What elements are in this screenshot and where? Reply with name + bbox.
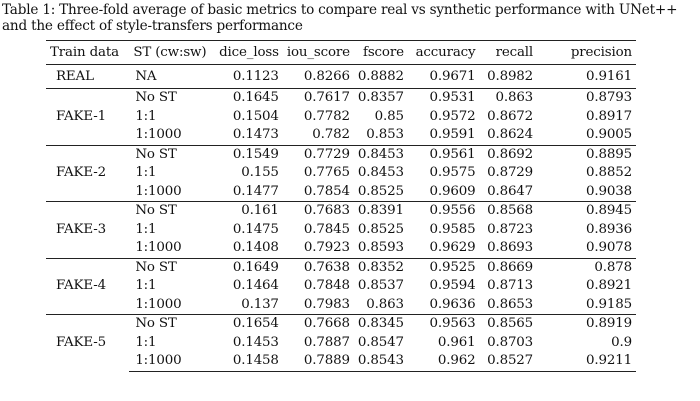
value-cell: 0.878 bbox=[537, 258, 636, 277]
st-cell: 1:1000 bbox=[135, 183, 182, 199]
value-cell: 0.7765 bbox=[303, 165, 350, 180]
value-cell: 0.1458 bbox=[215, 352, 283, 371]
table-row bbox=[46, 352, 636, 371]
value-cell: 0.8653 bbox=[487, 296, 534, 312]
value-cell: 0.8713 bbox=[487, 278, 534, 293]
table-row bbox=[46, 258, 636, 277]
value-cell: 0.9078 bbox=[586, 240, 632, 255]
header-dice-loss: dice_loss bbox=[215, 41, 283, 65]
value-cell: 0.8391 bbox=[354, 202, 408, 221]
value-cell: 0.8537 bbox=[357, 278, 404, 293]
st-cell: 1:1000 bbox=[129, 352, 215, 371]
value-cell: 0.8453 bbox=[357, 165, 404, 180]
value-cell: 0.7782 bbox=[303, 108, 350, 124]
value-cell: 0.8593 bbox=[357, 240, 404, 255]
table-row bbox=[46, 334, 636, 353]
table-row bbox=[46, 296, 636, 315]
value-cell: 0.8692 bbox=[479, 145, 537, 164]
value-cell: 0.1123 bbox=[232, 69, 279, 84]
table-row bbox=[46, 126, 636, 145]
st-cell: No ST bbox=[129, 315, 215, 334]
value-cell: 0.1654 bbox=[215, 315, 283, 334]
value-cell: 0.8723 bbox=[487, 221, 534, 237]
value-cell: 0.8527 bbox=[479, 352, 537, 371]
header-iou-score: iou_score bbox=[283, 41, 354, 65]
value-cell: 0.8568 bbox=[479, 202, 537, 221]
value-cell: 0.8882 bbox=[357, 69, 404, 84]
table-row bbox=[46, 164, 636, 183]
value-cell: 0.8543 bbox=[354, 352, 408, 371]
value-cell: 0.9005 bbox=[586, 127, 632, 142]
value-cell: 0.9575 bbox=[429, 165, 476, 180]
value-cell: 0.1453 bbox=[232, 334, 279, 350]
value-cell: 0.8917 bbox=[586, 108, 632, 124]
value-cell: 0.863 bbox=[366, 296, 404, 312]
table-row bbox=[46, 315, 636, 334]
value-cell: 0.8852 bbox=[586, 165, 632, 180]
value-cell: 0.9525 bbox=[408, 258, 480, 277]
table-row bbox=[46, 277, 636, 296]
table-row bbox=[46, 239, 636, 258]
value-cell: 0.8453 bbox=[354, 145, 408, 164]
value-cell: 0.1649 bbox=[215, 258, 283, 277]
st-cell: 1:1 bbox=[135, 334, 157, 350]
value-cell: 0.7887 bbox=[303, 334, 350, 350]
value-cell: 0.137 bbox=[241, 296, 279, 312]
value-cell: 0.7617 bbox=[283, 89, 354, 108]
value-cell: 0.9594 bbox=[429, 278, 476, 293]
value-cell: 0.85 bbox=[374, 108, 404, 124]
metrics-table bbox=[46, 40, 636, 372]
value-cell: 0.1408 bbox=[232, 240, 279, 255]
table-row bbox=[46, 108, 636, 127]
value-cell: 0.9 bbox=[611, 334, 632, 350]
value-cell: 0.8982 bbox=[487, 69, 534, 84]
header-accuracy: accuracy bbox=[408, 41, 480, 65]
st-cell: 1:1000 bbox=[135, 240, 182, 255]
value-cell: 0.7729 bbox=[283, 145, 354, 164]
value-cell: 0.7845 bbox=[303, 221, 350, 237]
st-cell: 1:1 bbox=[135, 165, 157, 180]
group-name-cell: FAKE-4 bbox=[46, 258, 129, 315]
value-cell: 0.9185 bbox=[586, 296, 632, 312]
st-cell: 1:1 bbox=[135, 278, 157, 293]
value-cell: 0.8352 bbox=[354, 258, 408, 277]
caption-text: Three-fold average of basic metrics to compare real vs synthetic performance with UNet++ and the effect of style-transfers performance bbox=[2, 2, 678, 34]
value-cell: 0.7923 bbox=[303, 240, 350, 255]
value-cell: 0.7854 bbox=[303, 183, 350, 199]
value-cell: 0.961 bbox=[437, 334, 476, 350]
train-data-cell: REAL bbox=[56, 69, 94, 84]
value-cell: 0.7638 bbox=[283, 258, 354, 277]
value-cell: 0.782 bbox=[312, 127, 350, 142]
value-cell: 0.8921 bbox=[586, 278, 632, 293]
header-fscore: fscore bbox=[354, 41, 408, 65]
value-cell: 0.8703 bbox=[487, 334, 534, 350]
value-cell: 0.8647 bbox=[487, 183, 534, 199]
value-cell: 0.7848 bbox=[303, 278, 350, 293]
header-row bbox=[46, 41, 636, 65]
header-st: ST (cw:sw) bbox=[129, 41, 215, 65]
value-cell: 0.9629 bbox=[429, 240, 476, 255]
st-cell: 1:1000 bbox=[135, 127, 182, 142]
value-cell: 0.8357 bbox=[354, 89, 408, 108]
group-fake-3 bbox=[46, 202, 636, 259]
table-row bbox=[46, 202, 636, 221]
value-cell: 0.8945 bbox=[537, 202, 636, 221]
real-section bbox=[46, 65, 636, 89]
table-row bbox=[46, 221, 636, 240]
group-name-cell: FAKE-3 bbox=[46, 202, 129, 259]
value-cell: 0.8547 bbox=[357, 334, 404, 350]
value-cell: 0.8525 bbox=[357, 183, 404, 199]
value-cell: 0.9211 bbox=[537, 352, 636, 371]
group-name-cell: FAKE-5 bbox=[46, 315, 129, 372]
value-cell: 0.9591 bbox=[429, 127, 476, 142]
value-cell: 0.7889 bbox=[283, 352, 354, 371]
group-name-cell: FAKE-2 bbox=[46, 145, 129, 202]
value-cell: 0.9161 bbox=[586, 69, 632, 84]
value-cell: 0.9561 bbox=[408, 145, 480, 164]
value-cell: 0.1549 bbox=[215, 145, 283, 164]
value-cell: 0.1473 bbox=[232, 127, 279, 142]
st-cell: 1:1 bbox=[135, 221, 157, 237]
table-row bbox=[46, 145, 636, 164]
value-cell: 0.8936 bbox=[586, 221, 632, 237]
value-cell: 0.8669 bbox=[479, 258, 537, 277]
value-cell: 0.9585 bbox=[429, 221, 476, 237]
table-caption bbox=[2, 2, 696, 34]
value-cell: 0.8693 bbox=[487, 240, 534, 255]
value-cell: 0.1645 bbox=[215, 89, 283, 108]
value-cell: 0.1504 bbox=[232, 108, 279, 124]
st-cell: No ST bbox=[129, 202, 215, 221]
caption-label: Table 1: bbox=[2, 2, 56, 18]
value-cell: 0.7668 bbox=[283, 315, 354, 334]
value-cell: 0.9556 bbox=[408, 202, 480, 221]
value-cell: 0.8525 bbox=[357, 221, 404, 237]
value-cell: 0.8565 bbox=[479, 315, 537, 334]
value-cell: 0.8895 bbox=[537, 145, 636, 164]
value-cell: 0.155 bbox=[241, 165, 279, 180]
table-row-real bbox=[46, 65, 636, 89]
table-row bbox=[46, 183, 636, 202]
group-fake-2 bbox=[46, 145, 636, 202]
st-cell: No ST bbox=[129, 89, 215, 108]
header-train-data: Train data bbox=[46, 41, 129, 65]
value-cell: 0.9671 bbox=[429, 69, 476, 84]
value-cell: 0.8919 bbox=[537, 315, 636, 334]
value-cell: 0.863 bbox=[479, 89, 537, 108]
header-recall: recall bbox=[479, 41, 537, 65]
value-cell: 0.962 bbox=[408, 352, 480, 371]
value-cell: 0.8266 bbox=[303, 69, 350, 84]
value-cell: 0.1464 bbox=[232, 278, 279, 293]
st-cell: No ST bbox=[129, 145, 215, 164]
value-cell: 0.161 bbox=[215, 202, 283, 221]
value-cell: 0.853 bbox=[366, 127, 404, 142]
value-cell: 0.9531 bbox=[408, 89, 480, 108]
group-name-cell: FAKE-1 bbox=[46, 89, 129, 146]
value-cell: 0.9572 bbox=[429, 108, 476, 124]
st-cell: 1:1000 bbox=[135, 296, 182, 312]
value-cell: 0.8624 bbox=[487, 127, 534, 142]
table-row bbox=[46, 89, 636, 108]
value-cell: 0.8729 bbox=[487, 165, 534, 180]
value-cell: 0.9609 bbox=[429, 183, 476, 199]
group-fake-4 bbox=[46, 258, 636, 315]
value-cell: 0.8345 bbox=[354, 315, 408, 334]
header-precision: precision bbox=[537, 41, 636, 65]
value-cell: 0.8793 bbox=[537, 89, 636, 108]
value-cell: 0.9636 bbox=[429, 296, 476, 312]
value-cell: 0.9563 bbox=[408, 315, 480, 334]
st-cell: NA bbox=[135, 69, 157, 84]
value-cell: 0.9038 bbox=[586, 183, 632, 199]
table-header bbox=[46, 41, 636, 65]
value-cell: 0.7983 bbox=[303, 296, 350, 312]
value-cell: 0.1477 bbox=[232, 183, 279, 199]
value-cell: 0.8672 bbox=[487, 108, 534, 124]
group-fake-1 bbox=[46, 89, 636, 146]
group-fake-5 bbox=[46, 315, 636, 372]
st-cell: 1:1 bbox=[135, 108, 157, 124]
value-cell: 0.1475 bbox=[232, 221, 279, 237]
st-cell: No ST bbox=[129, 258, 215, 277]
value-cell: 0.7683 bbox=[283, 202, 354, 221]
